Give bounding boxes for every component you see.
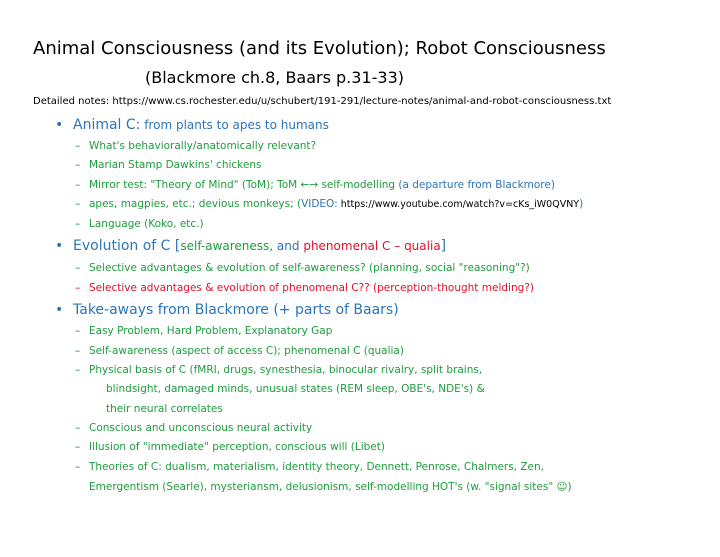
item-text: Language (Koko, etc.)	[89, 218, 204, 230]
item-text: apes, magpies, etc.; devious monkeys; (	[89, 198, 302, 210]
notes-link[interactable]: Detailed notes: https://www.cs.rochester.edu/u/schubert/191-291/lecture-notes/animal-and-robot-consciousness.txt	[33, 96, 612, 107]
dash-icon: –	[75, 441, 81, 453]
dash-icon: –	[75, 282, 81, 294]
heading-animal-c-sub: from plants to apes to humans	[140, 118, 329, 132]
list-item	[75, 441, 385, 453]
list-item	[75, 461, 544, 473]
item-text: Illusion of "immediate" perception, conscious will (Libet)	[89, 441, 385, 453]
item-text: Easy Problem, Hard Problem, Explanatory Gap	[89, 325, 333, 337]
list-item-continuation: Emergentism (Searle), mysteriansm, delusionism, self-modelling HOT's (w. "signal sites" ☺)	[89, 481, 572, 493]
list-item-continuation: blindsight, damaged minds, unusual states (REM sleep, OBE's, NDE's) &	[106, 383, 485, 395]
dash-icon: –	[75, 140, 81, 152]
dash-icon: –	[75, 364, 81, 376]
bullet-dot-icon: •	[55, 302, 64, 318]
item-text: Theories of C: dualism, materialism, identity theory, Dennett, Penrose, Chalmers, Zen,	[89, 461, 545, 473]
dash-icon: –	[75, 345, 81, 357]
list-item	[75, 198, 583, 210]
bullet-take-aways	[55, 302, 399, 318]
list-item	[75, 282, 534, 294]
item-text: Selective advantages & evolution of self-awareness? (planning, social "reasoning"?)	[89, 262, 530, 274]
list-item	[75, 364, 482, 376]
dash-icon: –	[75, 422, 81, 434]
list-item	[75, 422, 312, 434]
bullet-animal-c	[55, 117, 329, 133]
slide-subtitle: (Blackmore ch.8, Baars p.31-33)	[145, 68, 404, 87]
item-close: )	[579, 198, 584, 210]
dash-icon: –	[75, 218, 81, 230]
list-item	[75, 140, 316, 152]
item-text: Physical basis of C (fMRI, drugs, synesthesia, binocular rivalry, split brains,	[89, 364, 483, 376]
item-tail: (a departure from Blackmore)	[395, 179, 555, 191]
video-link[interactable]: https://www.youtube.com/watch?v=cKs_iW0QVNY	[337, 199, 580, 210]
heading-animal-c: Animal C:	[73, 117, 141, 133]
bullet-dot-icon: •	[55, 117, 64, 133]
list-item	[75, 218, 204, 230]
item-text: Conscious and unconscious neural activity	[89, 422, 313, 434]
dash-icon: –	[75, 159, 81, 171]
heading-phenomenal: phenomenal C – qualia	[303, 239, 441, 253]
slide-title: Animal Consciousness (and its Evolution); Robot Consciousness	[33, 38, 606, 59]
bullet-evolution-c	[55, 238, 446, 254]
item-text: Marian Stamp Dawkins' chickens	[89, 159, 262, 171]
list-item-continuation: their neural correlates	[106, 403, 223, 415]
list-item	[75, 345, 404, 357]
dash-icon: –	[75, 198, 81, 210]
dash-icon: –	[75, 262, 81, 274]
dash-icon: –	[75, 179, 81, 191]
heading-bracket: ]	[440, 238, 447, 254]
heading-and: , and	[269, 239, 304, 253]
item-text: What's behaviorally/anatomically relevant?	[89, 140, 317, 152]
list-item	[75, 179, 555, 191]
heading-take-aways: Take-aways from Blackmore (+ parts of Baars)	[73, 302, 399, 318]
list-item	[75, 325, 332, 337]
video-label: VIDEO:	[301, 198, 338, 210]
list-item	[75, 159, 261, 171]
heading-evolution: Evolution of C [	[73, 238, 181, 254]
bullet-dot-icon: •	[55, 238, 64, 254]
item-text: Selective advantages & evolution of phenomenal C?? (perception-thought melding?)	[89, 282, 534, 294]
dash-icon: –	[75, 325, 81, 337]
heading-self-awareness: self-awareness	[180, 239, 270, 253]
dash-icon: –	[75, 461, 81, 473]
list-item	[75, 262, 530, 274]
item-text: Self-awareness (aspect of access C); phenomenal C (qualia)	[89, 345, 404, 357]
item-text: Mirror test: "Theory of Mind" (ToM); ToM ←→ self-modelling	[89, 179, 396, 191]
